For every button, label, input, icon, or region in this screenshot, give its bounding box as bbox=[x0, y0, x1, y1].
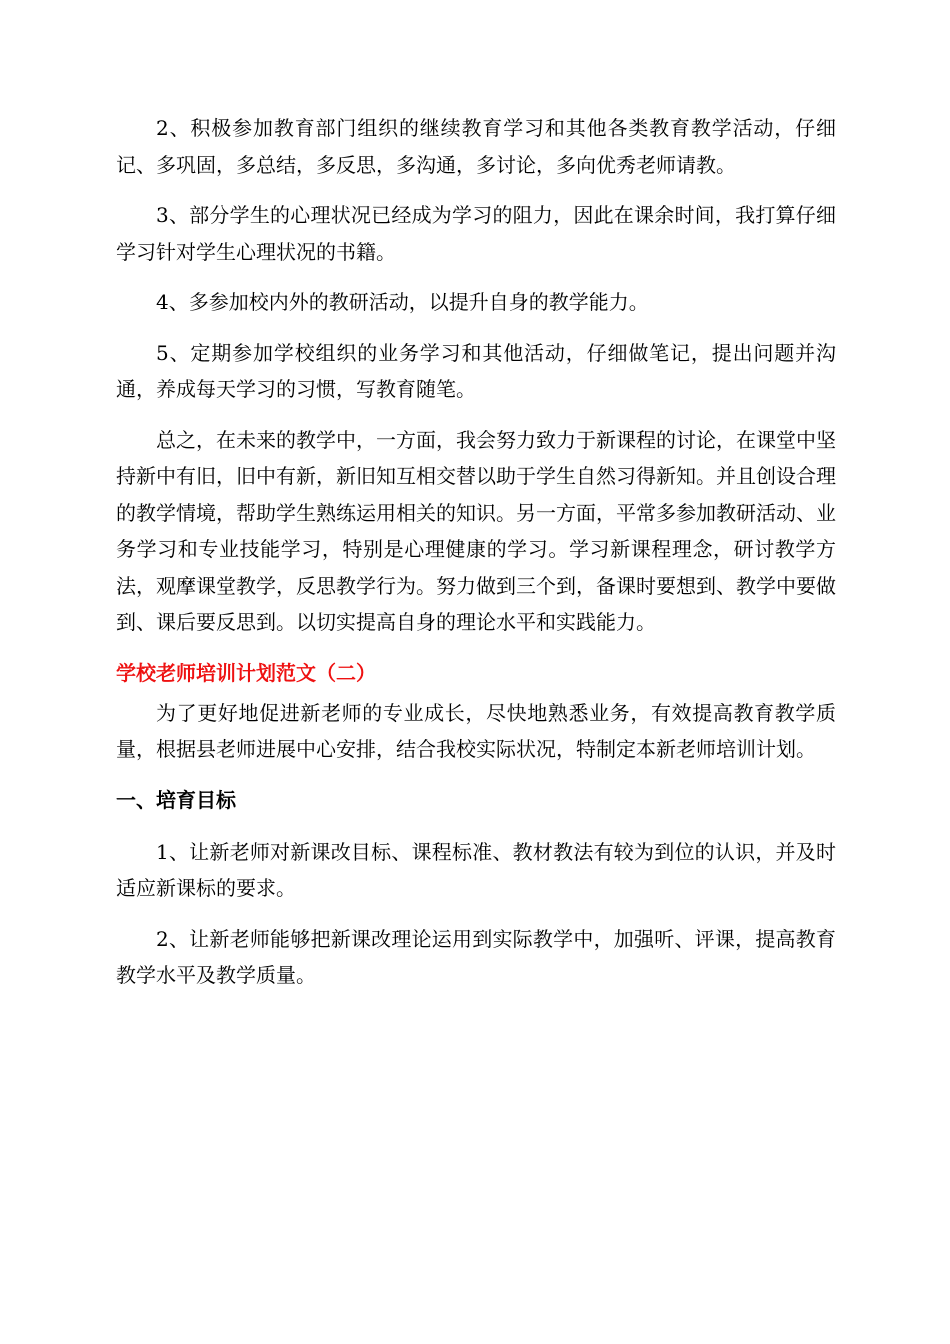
paragraph-summary: 总之，在未来的教学中，一方面，我会努力致力于新课程的讨论，在课堂中坚持新中有旧，旧中有新，新旧知互相交替以助于学生自然习得新知。并且创设合理的教学情境，帮助学生熟练运用相关的知识。另一方面，平常多参加教研活动、业务学习和专业技能学习，特别是心理健康的学习。学习新课程理念，研讨教学方法，观摩课堂教学，反思教学行为。努力做到三个到，备课时要想到、教学中要做到、课后要反思到。以切实提高自身的理论水平和实践能力。 bbox=[116, 427, 836, 634]
paragraph-item-3: 3、部分学生的心理状况已经成为学习的阻力，因此在课余时间，我打算仔细学习针对学生心理状况的书籍。 bbox=[116, 203, 836, 264]
paragraph-item-5: 5、定期参加学校组织的业务学习和其他活动，仔细做笔记，提出问题并沟通，养成每天学习的习惯，写教育随笔。 bbox=[116, 340, 836, 401]
subheading-goals: 一、培育目标 bbox=[116, 787, 236, 812]
goal-item-2: 2、让新老师能够把新课改理论运用到实际教学中，加强听、评课，提高教育教学水平及教学质量。 bbox=[116, 926, 836, 987]
intro-paragraph: 为了更好地促进新老师的专业成长，尽快地熟悉业务，有效提高教育教学质量，根据县老师进展中心安排，结合我校实际状况，特制定本新老师培训计划。 bbox=[116, 700, 836, 761]
section-title: 学校老师培训计划范文（二） bbox=[116, 660, 376, 685]
paragraph-item-2: 2、积极参加教育部门组织的继续教育学习和其他各类教育教学活动，仔细记、多巩固，多总结，多反思，多沟通，多讨论，多向优秀老师请教。 bbox=[116, 116, 836, 177]
document-page bbox=[116, 110, 836, 1008]
paragraph-item-4: 4、多参加校内外的教研活动，以提升自身的教学能力。 bbox=[156, 290, 649, 314]
goal-item-1: 1、让新老师对新课改目标、课程标准、教材教法有较为到位的认识，并及时适应新课标的要求。 bbox=[116, 839, 836, 900]
